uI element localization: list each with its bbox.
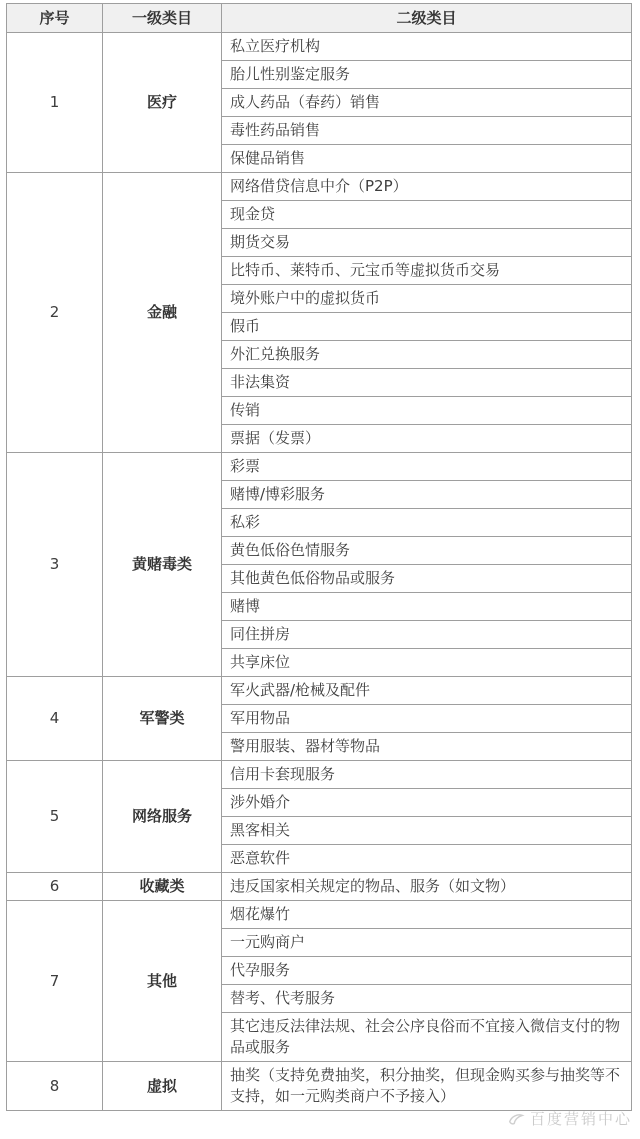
level2-category-cell: 网络借贷信息中介（P2P）	[222, 173, 632, 201]
header-col-level2: 二级类目	[222, 4, 632, 33]
level2-category-cell: 境外账户中的虚拟货币	[222, 285, 632, 313]
level2-category-cell: 胎儿性别鉴定服务	[222, 61, 632, 89]
row-number-cell: 2	[7, 173, 103, 453]
level1-category-cell: 金融	[103, 173, 222, 453]
level2-category-cell: 恶意软件	[222, 845, 632, 873]
level2-category-cell: 比特币、莱特币、元宝币等虚拟货币交易	[222, 257, 632, 285]
level2-category-cell: 信用卡套现服务	[222, 761, 632, 789]
prohibited-categories-table-wrap	[6, 3, 632, 1111]
level2-category-cell: 烟花爆竹	[222, 901, 632, 929]
level2-category-cell: 赌博/博彩服务	[222, 481, 632, 509]
level2-category-cell: 涉外婚介	[222, 789, 632, 817]
level2-category-cell: 期货交易	[222, 229, 632, 257]
row-number-cell: 4	[7, 677, 103, 761]
level2-category-cell: 假币	[222, 313, 632, 341]
row-number-cell: 1	[7, 33, 103, 173]
header-col-no: 序号	[7, 4, 103, 33]
table-header	[7, 4, 632, 33]
table-row	[7, 173, 632, 201]
row-number-cell: 7	[7, 901, 103, 1062]
table-row	[7, 761, 632, 789]
table-row	[7, 453, 632, 481]
row-number-cell: 6	[7, 873, 103, 901]
level2-category-cell: 保健品销售	[222, 145, 632, 173]
watermark	[507, 1108, 632, 1129]
watermark-text: 百度营销中心	[529, 1110, 632, 1128]
table-row	[7, 901, 632, 929]
level2-category-cell: 传销	[222, 397, 632, 425]
level1-category-cell: 黄赌毒类	[103, 453, 222, 677]
table-body	[7, 33, 632, 1111]
level1-category-cell: 其他	[103, 901, 222, 1062]
row-number-cell: 3	[7, 453, 103, 677]
watermark-logo-icon	[507, 1110, 525, 1128]
table-row	[7, 873, 632, 901]
level2-category-cell: 黄色低俗色情服务	[222, 537, 632, 565]
level2-category-cell: 其他黄色低俗物品或服务	[222, 565, 632, 593]
level2-category-cell: 毒性药品销售	[222, 117, 632, 145]
level2-category-cell: 代孕服务	[222, 957, 632, 985]
level2-category-cell: 共享床位	[222, 649, 632, 677]
header-row	[7, 4, 632, 33]
level2-category-cell: 非法集资	[222, 369, 632, 397]
level1-category-cell: 收藏类	[103, 873, 222, 901]
level2-category-cell: 私立医疗机构	[222, 33, 632, 61]
table-row	[7, 33, 632, 61]
level2-category-cell: 警用服装、器材等物品	[222, 733, 632, 761]
level2-category-cell: 其它违反法律法规、社会公序良俗而不宜接入微信支付的物品或服务	[222, 1013, 632, 1062]
level2-category-cell: 私彩	[222, 509, 632, 537]
level2-category-cell: 赌博	[222, 593, 632, 621]
level2-category-cell: 一元购商户	[222, 929, 632, 957]
level2-category-cell: 军用物品	[222, 705, 632, 733]
level2-category-cell: 彩票	[222, 453, 632, 481]
level2-category-cell: 外汇兑换服务	[222, 341, 632, 369]
row-number-cell: 8	[7, 1062, 103, 1111]
level2-category-cell: 同住拼房	[222, 621, 632, 649]
level2-category-cell: 现金贷	[222, 201, 632, 229]
level1-category-cell: 网络服务	[103, 761, 222, 873]
level2-category-cell: 抽奖（支持免费抽奖，积分抽奖，但现金购买参与抽奖等不支持，如一元购类商户不予接入）	[222, 1062, 632, 1111]
prohibited-categories-table	[6, 3, 632, 1111]
level1-category-cell: 医疗	[103, 33, 222, 173]
level1-category-cell: 虚拟	[103, 1062, 222, 1111]
level2-category-cell: 军火武器/枪械及配件	[222, 677, 632, 705]
table-row	[7, 677, 632, 705]
level2-category-cell: 黑客相关	[222, 817, 632, 845]
table-row	[7, 1062, 632, 1111]
level2-category-cell: 票据（发票）	[222, 425, 632, 453]
level1-category-cell: 军警类	[103, 677, 222, 761]
level2-category-cell: 替考、代考服务	[222, 985, 632, 1013]
level2-category-cell: 违反国家相关规定的物品、服务（如文物）	[222, 873, 632, 901]
header-col-level1: 一级类目	[103, 4, 222, 33]
row-number-cell: 5	[7, 761, 103, 873]
level2-category-cell: 成人药品（春药）销售	[222, 89, 632, 117]
